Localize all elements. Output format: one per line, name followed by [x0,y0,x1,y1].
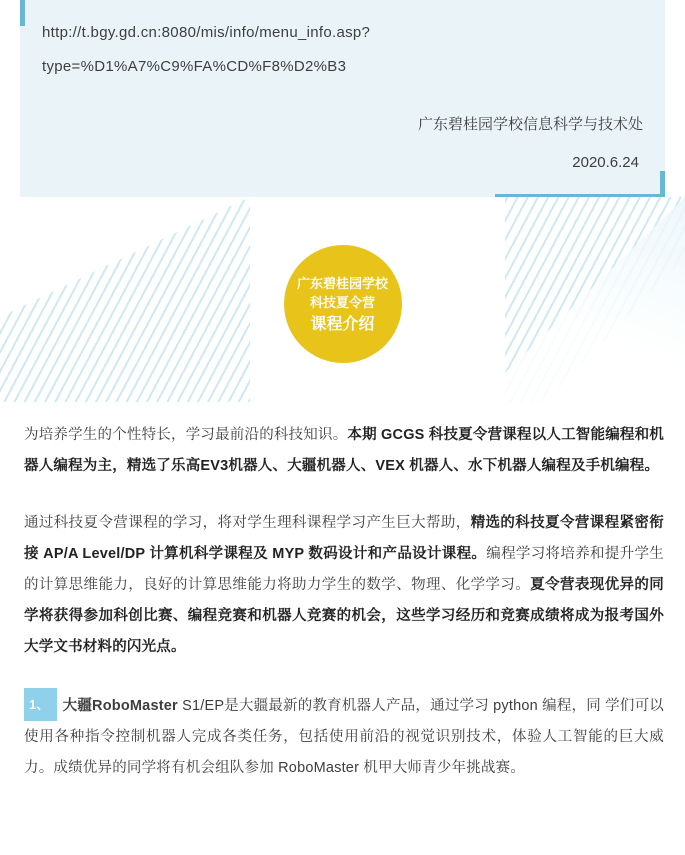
url-line-1[interactable]: http://t.bgy.gd.cn:8080/mis/info/menu_info.asp? [42,24,371,41]
paragraph-1-intro: 为培养学生的个性特长，学习最前沿的科技知识。 [24,427,348,443]
signature-date: 2020.6.24 [572,154,639,171]
list-item [24,689,664,784]
paragraph-2-highlight-1: 精选的科技夏令营课程紧密衔接 AP/A Level/DP 计算机科学课程及 MYP 数码设计和产品设计课程。 [24,515,664,562]
list-item-title: 大疆RoboMaster [62,698,178,714]
badge-line-1: 广东碧桂园学校 [296,276,388,291]
url-info-card [20,0,665,197]
decorative-banner [0,197,685,402]
course-intro-badge [284,245,402,363]
badge-line-2: 科技夏令营 [309,295,375,310]
signature-organization: 广东碧桂园学校信息科学与技术处 [417,116,643,133]
card-corner-left-accent [20,0,25,26]
paragraph-1-highlight: 本期 GCGS 科技夏令营课程以人工智能编程和机器人编程为主，精选了乐高EV3机器人、大疆机器人、VEX 机器人、水下机器人编程及手机编程。 [24,427,664,474]
paragraph-2-highlight-2: 夏令营表现优异的同学将获得参加科创比赛、编程竞赛和机器人竞赛的机会，这些学习经历和竞赛成绩将成为报考国外大学文书材料的闪光点。 [24,577,664,655]
paragraph-2 [24,508,664,663]
list-item-number-badge: 1、 [24,688,57,721]
paragraph-1 [24,420,664,482]
card-corner-right-accent [660,171,665,197]
list-item-text: S1/EP是大疆最新的教育机器人产品，通过学习 python 编程，同 学们可以使用各种指令控制机器人完成各类任务，包括使用前沿的视觉识别技术，体验人工智能的巨大威力。成绩优异的同学将有机会组队参加 RoboMaster 机甲大师青少年挑战赛。 [24,698,664,776]
paragraph-2-intro: 通过科技夏令营课程的学习，将对学生理科课程学习产生巨大帮助， [24,515,471,531]
url-line-2[interactable]: type=%D1%A7%C9%FA%CD%F8%D2%B3 [42,58,347,75]
paragraph-2-middle: 编程学习将培养和提升学生的计算思维能力，良好的计算思维能力将助力学生的数学、物理、化学学习。 [24,546,665,593]
article-body [24,420,664,784]
badge-line-3: 课程介绍 [310,316,375,333]
